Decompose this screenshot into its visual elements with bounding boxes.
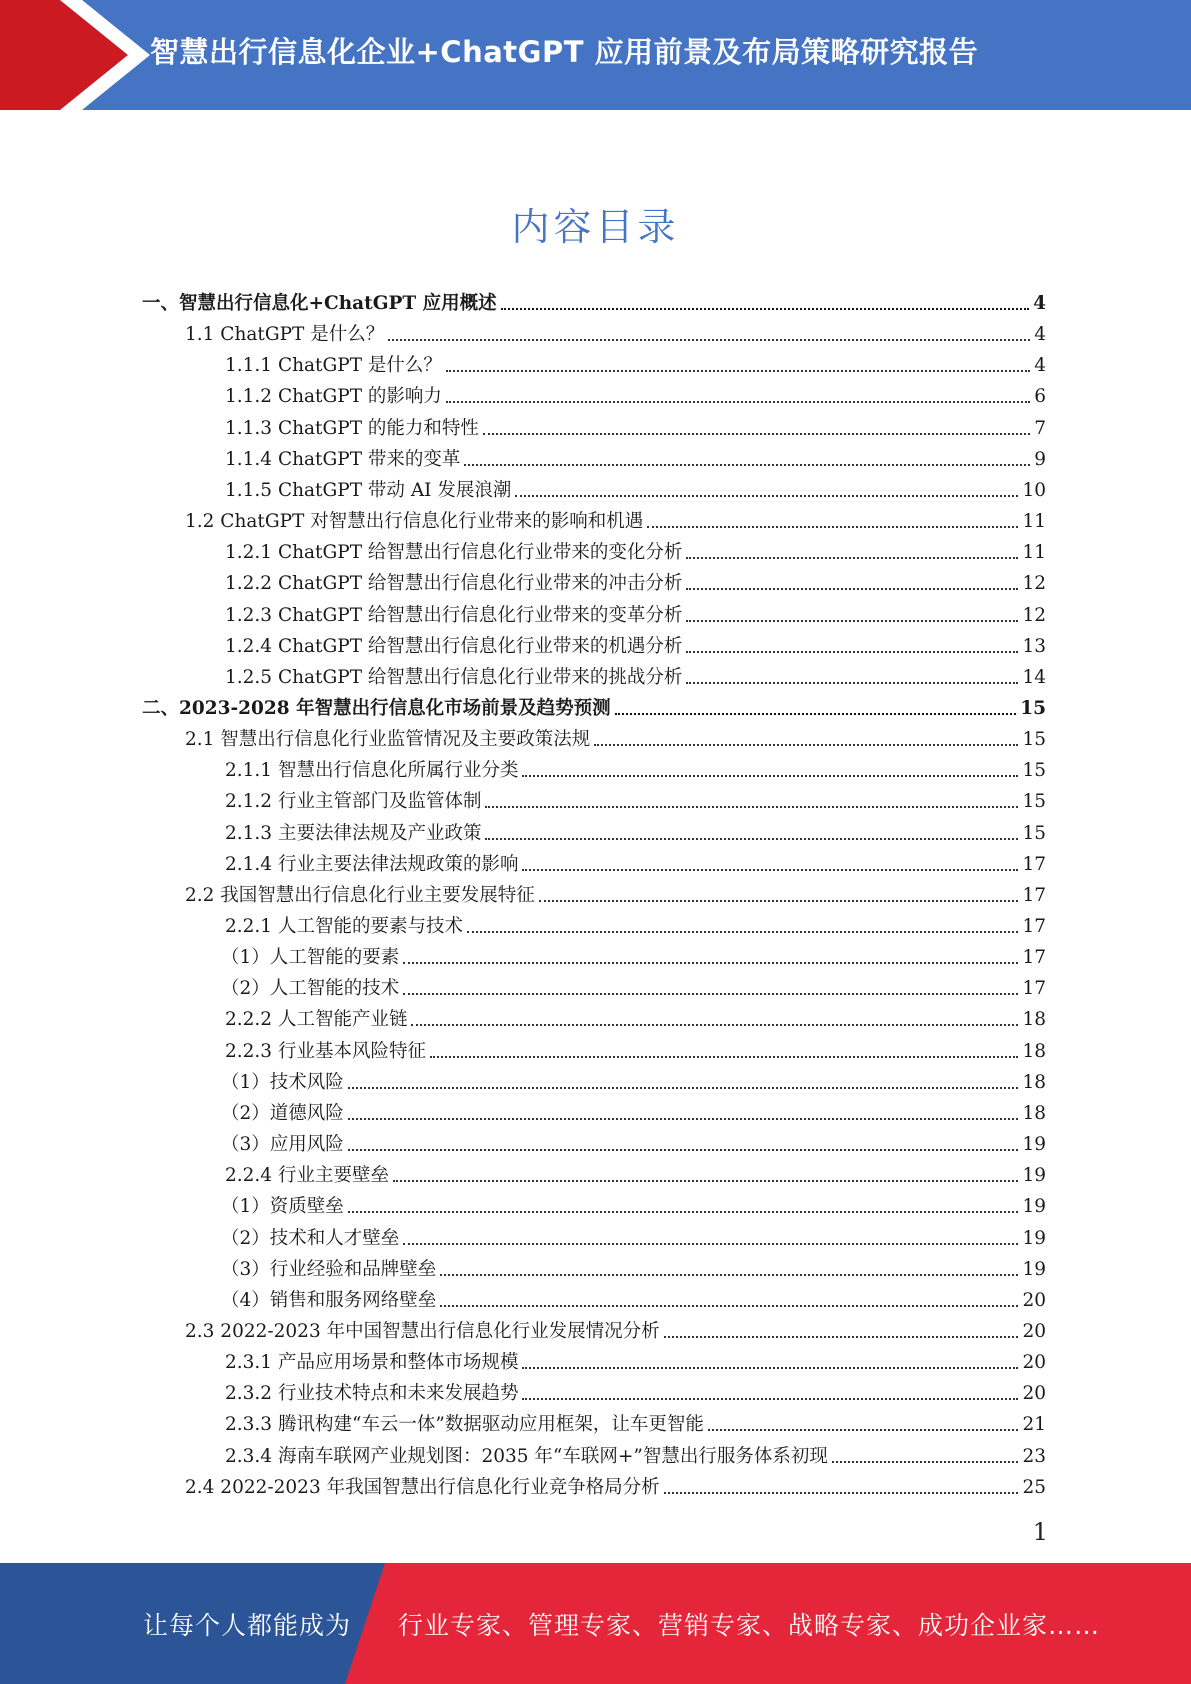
- toc-entry[interactable]: [185, 315, 1046, 346]
- toc-entry[interactable]: [225, 907, 1046, 938]
- toc-entry-page: 9: [1034, 448, 1046, 470]
- toc-leader-dots: [501, 308, 1029, 310]
- toc-entry[interactable]: [221, 1094, 1046, 1125]
- toc-leader-dots: [522, 869, 1018, 871]
- toc-entry-page: 23: [1022, 1445, 1046, 1467]
- toc-leader-dots: [708, 1429, 1019, 1431]
- toc-entry[interactable]: [142, 689, 1046, 720]
- toc-entry-page: 19: [1022, 1196, 1046, 1218]
- toc-entry[interactable]: [225, 1374, 1046, 1405]
- toc-entry-page: 19: [1022, 1134, 1046, 1156]
- toc-leader-dots: [393, 1180, 1018, 1182]
- toc-leader-dots: [430, 1056, 1018, 1058]
- toc-entry-label: 2.3.4 海南车联网产业规划图：2035 年“车联网+”智慧出行服务体系初现: [225, 1445, 828, 1467]
- toc-leader-dots: [686, 588, 1018, 590]
- toc-leader-dots: [664, 1492, 1019, 1494]
- toc-entry[interactable]: [225, 596, 1046, 627]
- toc-entry-page: 20: [1022, 1383, 1046, 1405]
- toc-leader-dots: [403, 1243, 1018, 1245]
- toc-entry[interactable]: [225, 1405, 1046, 1436]
- toc-entry-label: 2.3.2 行业技术特点和未来发展趋势: [225, 1383, 519, 1405]
- toc-leader-dots: [686, 557, 1018, 559]
- toc-entry[interactable]: [225, 627, 1046, 658]
- toc-leader-dots: [686, 620, 1018, 622]
- toc-entry-label: 1.1.1 ChatGPT 是什么？: [225, 355, 442, 377]
- toc-leader-dots: [522, 775, 1018, 777]
- toc-entry[interactable]: [221, 938, 1046, 969]
- toc-entry-page: 4: [1033, 293, 1046, 314]
- toc-leader-dots: [647, 526, 1018, 528]
- toc-entry[interactable]: [221, 1125, 1046, 1156]
- toc-entry-label: （3）行业经验和品牌壁垒: [221, 1258, 437, 1280]
- toc-heading: 内容目录: [511, 205, 680, 249]
- toc-entry[interactable]: [225, 409, 1046, 440]
- toc-leader-dots: [686, 651, 1018, 653]
- toc-entry[interactable]: [185, 502, 1046, 533]
- page-number: 1: [1032, 1518, 1048, 1546]
- toc-entry-page: 15: [1022, 822, 1046, 844]
- toc-entry[interactable]: [225, 1343, 1046, 1374]
- toc-entry[interactable]: [221, 1281, 1046, 1312]
- toc-leader-dots: [348, 1149, 1019, 1151]
- toc-entry[interactable]: [225, 440, 1046, 471]
- toc-entry-page: 20: [1022, 1352, 1046, 1374]
- toc-entry-label: （1）资质壁垒: [221, 1196, 344, 1218]
- toc-leader-dots: [411, 1024, 1018, 1026]
- toc-leader-dots: [446, 370, 1030, 372]
- toc-entry-label: 1.2.2 ChatGPT 给智慧出行信息化行业带来的冲击分析: [225, 573, 683, 595]
- toc-entry-label: 2.2.2 人工智能产业链: [225, 1009, 408, 1031]
- toc-entry-label: （2）人工智能的技术: [221, 978, 400, 1000]
- toc-entry-label: 二、2023-2028 年智慧出行信息化市场前景及趋势预测: [142, 697, 611, 719]
- toc-entry-label: 1.1.3 ChatGPT 的能力和特性: [225, 417, 479, 439]
- toc-entry-label: 1.1.5 ChatGPT 带动 AI 发展浪潮: [225, 479, 512, 501]
- toc-leader-dots: [440, 1274, 1018, 1276]
- toc-entry-page: 17: [1022, 884, 1046, 906]
- toc-entry[interactable]: [225, 658, 1046, 689]
- toc-entry-label: 2.1.2 行业主管部门及监管体制: [225, 791, 482, 813]
- toc-entry[interactable]: [225, 1000, 1046, 1031]
- toc-entry-page: 20: [1022, 1289, 1046, 1311]
- toc-leader-dots: [348, 1211, 1019, 1213]
- toc-entry-page: 18: [1022, 1102, 1046, 1124]
- toc-leader-dots: [348, 1118, 1019, 1120]
- report-title: 智慧出行信息化企业+ChatGPT 应用前景及布局策略研究报告: [150, 34, 979, 69]
- toc-entry-page: 17: [1022, 978, 1046, 1000]
- toc-entry[interactable]: [225, 782, 1046, 813]
- toc-entry[interactable]: [225, 346, 1046, 377]
- toc-entry-page: 4: [1034, 324, 1046, 346]
- toc-entry-page: 11: [1022, 542, 1046, 564]
- toc-entry-page: 18: [1022, 1009, 1046, 1031]
- toc-leader-dots: [485, 806, 1018, 808]
- toc-entry[interactable]: [221, 1063, 1046, 1094]
- toc-leader-dots: [403, 962, 1018, 964]
- toc-leader-dots: [522, 1367, 1018, 1369]
- toc-entry[interactable]: [221, 1219, 1046, 1250]
- toc-entry[interactable]: [225, 845, 1046, 876]
- toc-entry[interactable]: [225, 751, 1046, 782]
- toc-entry-page: 15: [1022, 760, 1046, 782]
- toc-entry[interactable]: [221, 1187, 1046, 1218]
- toc-entry[interactable]: [185, 720, 1046, 751]
- toc-entry-label: 2.1.4 行业主要法律法规政策的影响: [225, 853, 519, 875]
- toc-entry-page: 4: [1034, 355, 1046, 377]
- toc-entry-page: 15: [1020, 697, 1046, 719]
- toc-leader-dots: [446, 401, 1030, 403]
- toc-entry[interactable]: [185, 1468, 1046, 1499]
- toc-entry-label: （1）人工智能的要素: [221, 947, 400, 969]
- toc-entry-page: 18: [1022, 1071, 1046, 1093]
- toc-leader-dots: [686, 682, 1018, 684]
- toc-leader-dots: [615, 713, 1017, 715]
- toc-entry-label: （2）技术和人才壁垒: [221, 1227, 400, 1249]
- toc-entry-label: 2.4 2022-2023 年我国智慧出行信息化行业竞争格局分析: [185, 1476, 660, 1498]
- toc-leader-dots: [594, 744, 1018, 746]
- toc-entry-page: 6: [1034, 386, 1046, 408]
- footer-slogan-right: 行业专家、管理专家、营销专家、战略专家、成功企业家……: [398, 1610, 1101, 1640]
- toc-entry-label: 2.2.1 人工智能的要素与技术: [225, 916, 463, 937]
- toc-leader-dots: [515, 495, 1018, 497]
- toc-entry-label: 1.2.4 ChatGPT 给智慧出行信息化行业带来的机遇分析: [225, 635, 683, 657]
- toc-entry-label: 1.1.2 ChatGPT 的影响力: [225, 386, 442, 408]
- toc-entry-label: 2.2.4 行业主要壁垒: [225, 1165, 389, 1187]
- toc-entry[interactable]: [225, 377, 1046, 408]
- toc-entry-page: 21: [1022, 1414, 1046, 1436]
- toc-entry-label: 2.1.1 智慧出行信息化所属行业分类: [225, 760, 519, 782]
- toc-entry-page: 13: [1022, 635, 1046, 657]
- toc-entry-page: 15: [1022, 729, 1046, 751]
- toc-entry-label: 1.1.4 ChatGPT 带来的变革: [225, 448, 461, 470]
- toc-leader-dots: [832, 1461, 1019, 1463]
- toc-entry-page: 17: [1022, 947, 1046, 969]
- toc-entry-label: （3）应用风险: [221, 1134, 344, 1156]
- header-chevron-decoration: [0, 0, 160, 110]
- toc-entry[interactable]: [225, 471, 1046, 502]
- footer-slogan-left: 让每个人都能成为: [143, 1610, 352, 1640]
- toc-entry[interactable]: [225, 564, 1046, 595]
- toc-leader-dots: [388, 339, 1030, 341]
- toc-entry-label: 2.3 2022-2023 年中国智慧出行信息化行业发展情况分析: [185, 1320, 660, 1342]
- toc-entry-page: 14: [1022, 666, 1046, 688]
- toc-entry-page: 12: [1022, 573, 1046, 595]
- toc-entry-label: 2.3.3 腾讯构建“车云一体”数据驱动应用框架，让车更智能: [225, 1414, 704, 1436]
- toc-leader-dots: [467, 931, 1018, 933]
- toc-leader-dots: [348, 1087, 1019, 1089]
- toc-entry[interactable]: [185, 876, 1046, 907]
- toc-leader-dots: [483, 433, 1030, 435]
- toc-entry-page: 11: [1022, 511, 1046, 533]
- toc-entry[interactable]: [221, 969, 1046, 1000]
- toc-entry[interactable]: [225, 1437, 1046, 1468]
- toc-entry-label: 2.2.3 行业基本风险特征: [225, 1040, 426, 1062]
- toc-entry-label: （2）道德风险: [221, 1102, 344, 1124]
- toc-leader-dots: [403, 993, 1018, 995]
- toc-leader-dots: [440, 1305, 1018, 1307]
- toc-entry-page: 17: [1022, 916, 1046, 937]
- toc-entry-label: （1）技术风险: [221, 1071, 344, 1093]
- toc-entry-page: 10: [1022, 479, 1046, 501]
- toc-entry-label: 2.3.1 产品应用场景和整体市场规模: [225, 1352, 519, 1374]
- toc-entry-label: 2.1.3 主要法律法规及产业政策: [225, 822, 482, 844]
- toc-entry-label: 1.2.3 ChatGPT 给智慧出行信息化行业带来的变革分析: [225, 604, 683, 626]
- toc-leader-dots: [485, 838, 1018, 840]
- toc-entry-page: 25: [1022, 1476, 1046, 1498]
- toc-entry[interactable]: [142, 284, 1046, 315]
- toc-entry-page: 7: [1034, 417, 1046, 439]
- toc-entry-page: 18: [1022, 1040, 1046, 1062]
- toc-entry[interactable]: [225, 1032, 1046, 1063]
- toc-entry[interactable]: [221, 1250, 1046, 1281]
- toc-entry-page: 19: [1022, 1165, 1046, 1187]
- toc-entry-page: 12: [1022, 604, 1046, 626]
- toc-entry[interactable]: [225, 814, 1046, 845]
- toc-entry-label: 1.1 ChatGPT 是什么？: [185, 324, 385, 346]
- toc-entry-label: 2.1 智慧出行信息化行业监管情况及主要政策法规: [185, 729, 591, 751]
- toc-entry-page: 20: [1022, 1320, 1046, 1342]
- toc-entry[interactable]: [185, 1312, 1046, 1343]
- toc-entry-page: 19: [1022, 1227, 1046, 1249]
- toc-entry-label: （4）销售和服务网络壁垒: [221, 1289, 437, 1311]
- toc-entry-label: 1.2 ChatGPT 对智慧出行信息化行业带来的影响和机遇: [185, 511, 644, 533]
- footer-banner: [0, 1563, 1191, 1684]
- toc-leader-dots: [464, 464, 1030, 466]
- toc-entry-page: 15: [1022, 791, 1046, 813]
- toc-leader-dots: [522, 1398, 1018, 1400]
- toc-entry-label: 2.2 我国智慧出行信息化行业主要发展特征: [185, 884, 535, 906]
- toc-entry-label: 1.2.5 ChatGPT 给智慧出行信息化行业带来的挑战分析: [225, 666, 683, 688]
- toc-entry-page: 19: [1022, 1258, 1046, 1280]
- toc-entry[interactable]: [225, 533, 1046, 564]
- toc-entry-label: 1.2.1 ChatGPT 给智慧出行信息化行业带来的变化分析: [225, 542, 683, 564]
- toc-entry[interactable]: [225, 1156, 1046, 1187]
- toc-leader-dots: [664, 1336, 1019, 1338]
- header-banner: [0, 0, 1191, 110]
- toc-entry-label: 一、智慧出行信息化+ChatGPT 应用概述: [142, 293, 497, 314]
- toc-entry-page: 17: [1022, 853, 1046, 875]
- toc-leader-dots: [539, 900, 1019, 902]
